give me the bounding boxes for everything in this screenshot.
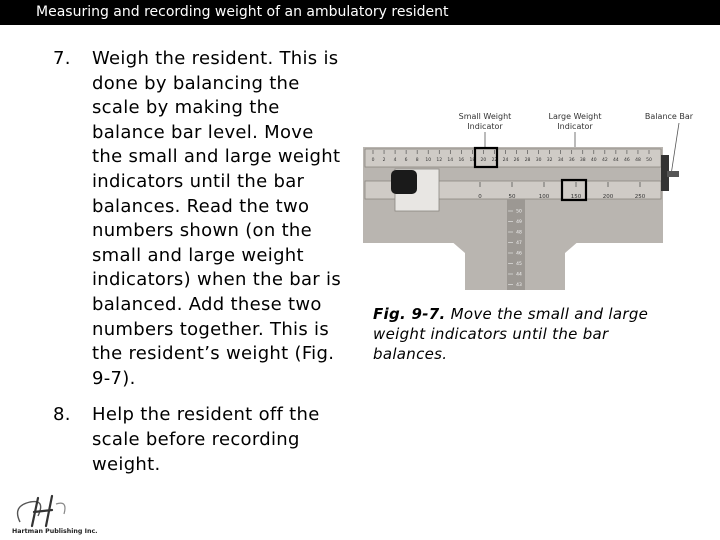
figure-caption (373, 304, 673, 364)
balance-bar-pointer (671, 123, 679, 175)
upper-tick-label: 36 (568, 158, 575, 163)
balance-bar-level (667, 171, 679, 177)
upper-tick-label: 24 (502, 158, 509, 163)
caption-label: Fig. 9-7. (373, 305, 446, 323)
lower-tick-label: 250 (634, 194, 646, 200)
upper-tick-label: 26 (513, 158, 520, 163)
step-7 (48, 47, 348, 391)
upper-tick-label: 34 (557, 158, 564, 163)
step-text: Weigh the resident. This is done by balancing the scale by making the balance bar level. Move the small and large weight indicators until the bar balances. Read the two numbers shown (on the small and large weight indicators) when the bar is balanced. Add these two numbers together. This is the resident’s weight (Fig. 9-7). (92, 48, 342, 389)
rod-tick-label: 44 (516, 272, 522, 278)
upper-tick-label: 44 (613, 158, 619, 163)
upper-tick-label: 50 (646, 158, 652, 163)
lower-tick-label: 200 (602, 194, 614, 200)
step-number: 7. (53, 48, 71, 69)
rod-tick-label: 48 (516, 230, 522, 236)
caption-text: Move the small and large weight indicators until the bar balances. (373, 305, 649, 363)
lower-tick-label: 0 (478, 194, 482, 200)
logo-text: Hartman Publishing Inc. (12, 528, 98, 535)
upper-tick-label: 8 (415, 158, 419, 163)
upper-tick-label: 6 (404, 158, 408, 163)
upper-tick-label: 46 (624, 158, 630, 163)
slide-title: Measuring and recording weight of an ambulatory resident (36, 4, 449, 20)
large-weight-label-2: Indicator (557, 122, 593, 131)
upper-tick-label: 18 (469, 158, 476, 163)
upper-tick-label: 4 (393, 158, 397, 163)
header-bar (0, 0, 720, 25)
small-weight-label-2: Indicator (467, 122, 503, 131)
upper-tick-label: 14 (447, 158, 454, 163)
rod-tick-label: 49 (516, 220, 522, 225)
lower-tick-label: 50 (508, 194, 516, 200)
small-weight-label-1: Small Weight (458, 112, 512, 121)
rod-tick-label: 43 (516, 283, 522, 288)
lower-tick-label: 150 (570, 194, 582, 200)
upper-tick-label: 42 (601, 158, 608, 163)
step-text: Help the resident off the scale before recording weight. (92, 404, 320, 475)
upper-tick-label: 2 (382, 158, 386, 163)
counterweight (391, 170, 417, 194)
steps-list (48, 47, 348, 477)
step-number: 8. (53, 404, 71, 426)
lower-tick-label: 100 (538, 194, 550, 200)
upper-tick-label: 28 (524, 158, 531, 163)
rod-tick-label: 46 (516, 251, 522, 257)
balance-bar-label: Balance Bar (644, 112, 694, 121)
upper-tick-label: 0 (371, 158, 375, 163)
upper-tick-label: 48 (635, 158, 641, 163)
upper-tick-label: 38 (579, 158, 586, 163)
rod-tick-label: 47 (516, 241, 522, 246)
upper-tick-label: 20 (480, 158, 487, 163)
publisher-logo (8, 492, 112, 536)
upper-tick-label: 40 (590, 158, 597, 163)
upper-tick-label: 32 (546, 158, 553, 163)
upper-tick-label: 10 (425, 158, 432, 163)
rod-tick-label: 50 (516, 209, 522, 215)
upper-tick-label: 12 (436, 158, 443, 163)
step-8 (48, 403, 348, 477)
scale-figure (355, 103, 700, 290)
rod-tick-label: 45 (516, 262, 522, 267)
large-weight-label-1: Large Weight (548, 112, 602, 121)
upper-tick-label: 30 (535, 158, 542, 163)
upper-tick-label: 16 (458, 158, 465, 163)
upper-tick-label: 22 (491, 158, 498, 163)
